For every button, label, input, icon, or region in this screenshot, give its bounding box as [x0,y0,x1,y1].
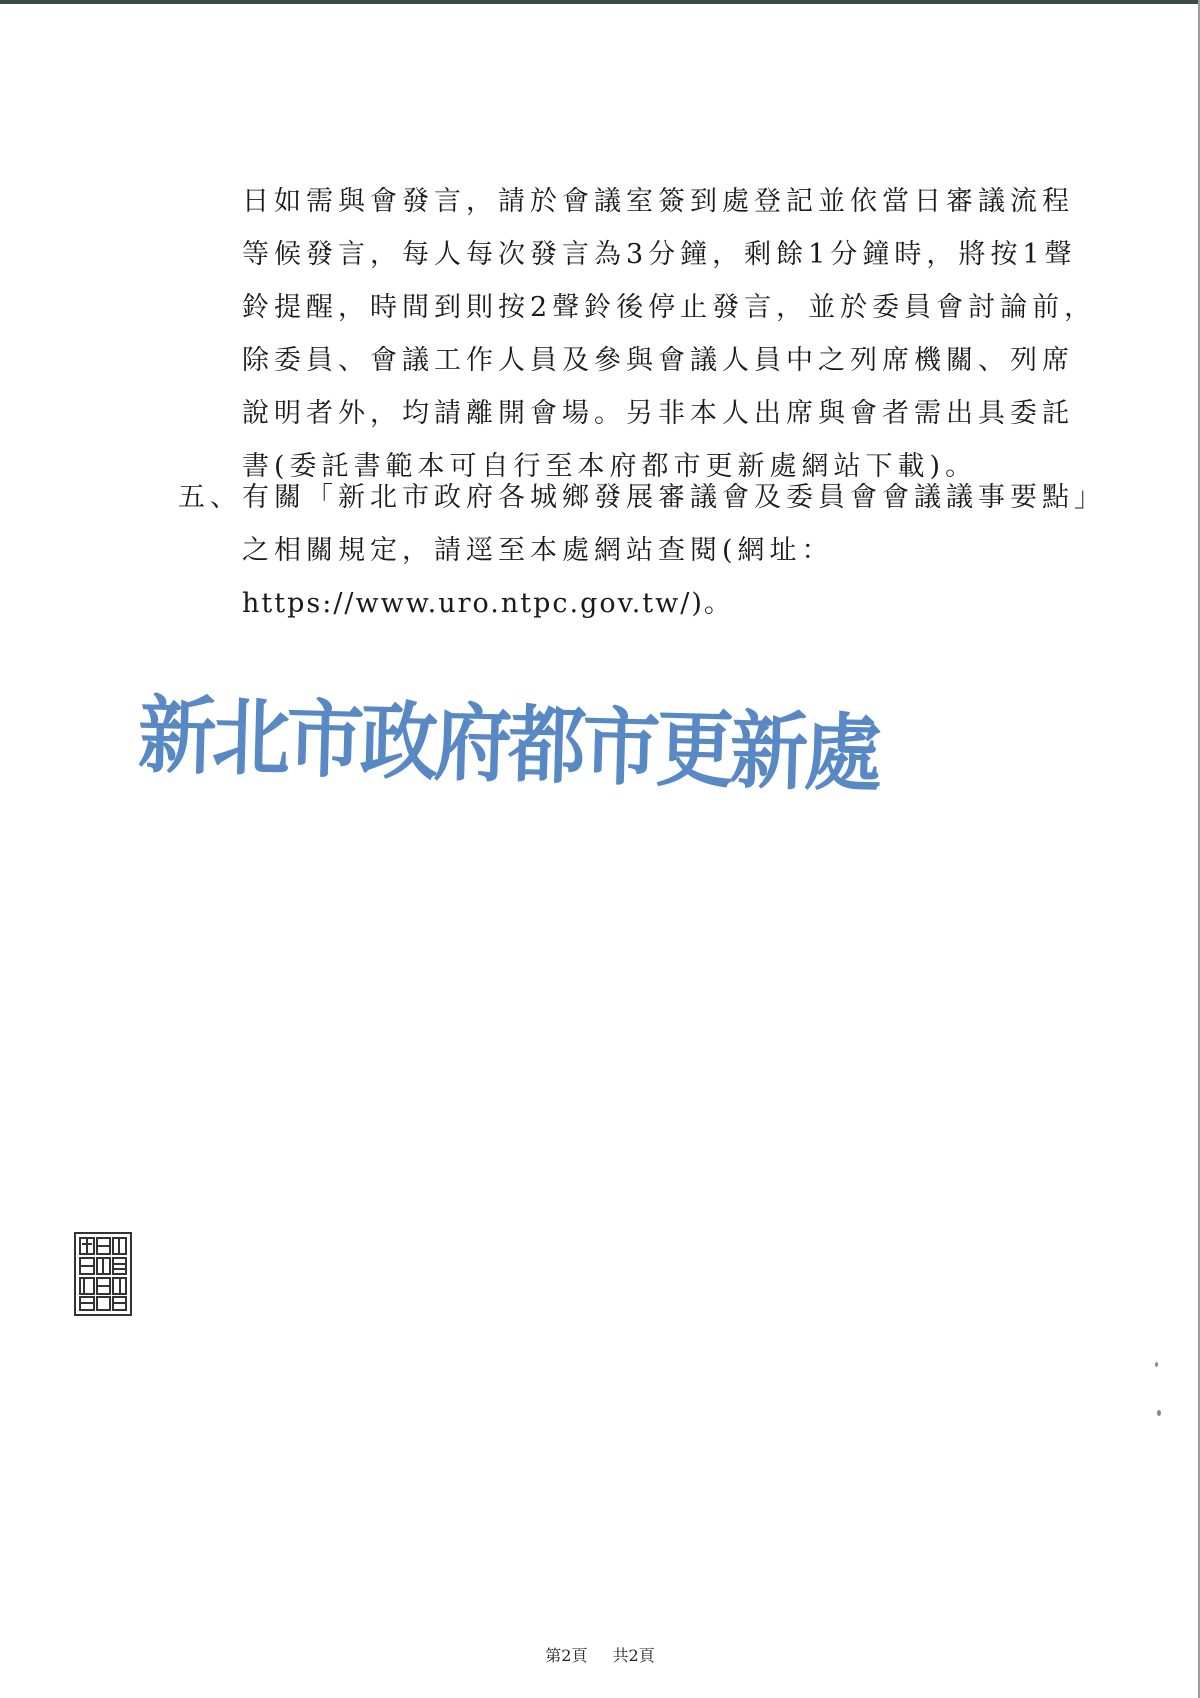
archive-seal-stamp [74,1232,132,1316]
scan-speck [1155,1362,1158,1367]
website-url: https://www.uro.ntpc.gov.tw/)。 [242,588,733,619]
page-total: 共2頁 [612,1646,655,1665]
text-line: 書(委託書範本可自行至本府都市更新處網站下載)。 [242,451,978,482]
scan-speck [1157,1410,1161,1416]
page-footer [0,1643,1200,1666]
seal-glyph-marks [76,1234,130,1314]
list-item-marker: 五、 [178,482,242,513]
list-item-content [242,471,1106,630]
text-line: 日如需與會發言，請於會議室簽到處登記並依當日審議流程 [242,186,1074,217]
scan-top-border [0,0,1200,4]
text-line: 除委員、會議工作人員及參與會議人員中之列席機關、列席 [242,345,1074,376]
text-line: 鈴提醒，時間到則按2聲鈴後停止發言，並於委員會討論前， [242,292,1097,323]
text-line: 之相關規定，請逕至本處網站查閱(網址： [242,535,834,566]
text-line: 有關「新北市政府各城鄉發展審議會及委員會會議議事要點」 [242,482,1106,513]
text-line: 說明者外，均請離開會場。另非本人出席與會者需出具委託 [242,398,1074,429]
text-line: 等候發言，每人每次發言為3分鐘，剩餘1分鐘時，將按1聲 [242,239,1077,270]
page-number: 第2頁 [545,1646,588,1665]
agency-stamp: 新北市政府都市更新處 [136,687,880,804]
paragraph-continuation [242,175,1097,493]
